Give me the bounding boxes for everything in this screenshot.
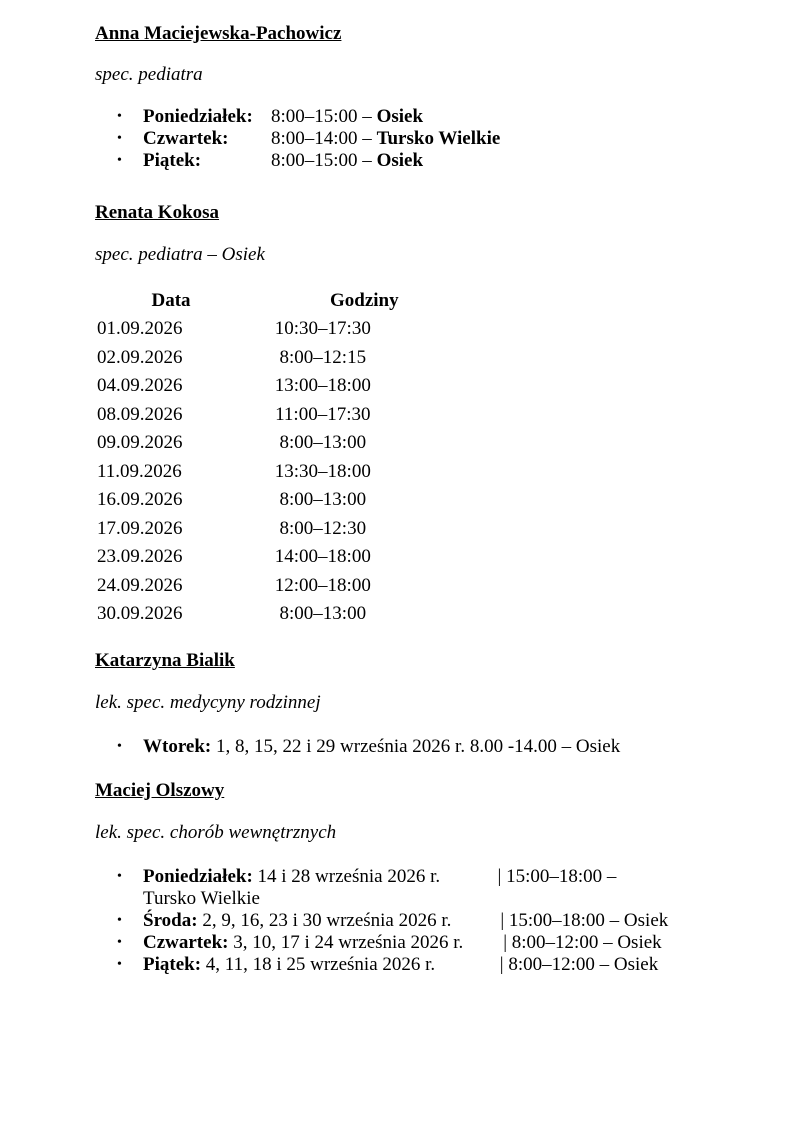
table-row (95, 572, 399, 601)
table-row (95, 486, 399, 515)
table-row (95, 344, 399, 373)
schedule-text: 4, 11, 18 i 25 września 2026 r. (205, 954, 436, 975)
doctor-specialty: lek. spec. chorób wewnętrznych (95, 822, 337, 843)
day-label: Środa: (143, 910, 198, 931)
hours-cell: 13:30–18:00 (274, 460, 371, 482)
date-cell: 11.09.2026 (97, 460, 182, 482)
date-cell: 24.09.2026 (97, 574, 183, 596)
hours-text: | 8:00–12:00 – Osiek (499, 954, 659, 975)
hours-text: 8:00–15:00 – (271, 106, 372, 127)
doctor-specialty: spec. pediatra – Osiek (95, 244, 265, 265)
hours-cell: 8:00–12:30 (279, 517, 367, 539)
list-item (95, 106, 735, 128)
bullet-icon: • (117, 935, 122, 950)
schedule-list (95, 736, 735, 758)
table-header-row (95, 287, 399, 315)
list-item (95, 736, 735, 758)
place-text: Tursko Wielkie (143, 888, 260, 909)
list-item (95, 866, 735, 910)
date-cell: 17.09.2026 (97, 517, 183, 539)
hours-text: | 8:00–12:00 – Osiek (503, 932, 662, 953)
day-label: Wtorek: (143, 736, 212, 757)
bullet-icon: • (117, 957, 122, 972)
day-label: Poniedziałek: (143, 106, 253, 127)
hours-text: | 15:00–18:00 – (497, 866, 617, 887)
hours-text: 8:00–14:00 – (271, 128, 372, 149)
date-cell: 02.09.2026 (97, 346, 183, 368)
table-row (95, 429, 399, 458)
hours-cell: 8:00–13:00 (279, 489, 367, 510)
column-header-hours: Godziny (330, 290, 399, 311)
hours-cell: 14:00–18:00 (274, 546, 371, 567)
date-cell: 09.09.2026 (97, 432, 183, 453)
day-label: Piątek: (143, 954, 202, 975)
place-text: Osiek (376, 150, 424, 171)
table-row (95, 600, 399, 629)
day-label: Poniedziałek: (143, 866, 253, 887)
hours-cell: 8:00–13:00 (279, 432, 367, 453)
bullet-icon: • (117, 869, 122, 884)
hours-cell: 8:00–12:15 (279, 346, 367, 368)
hours-text: | 15:00–18:00 – Osiek (500, 910, 669, 931)
doctor-specialty: spec. pediatra (95, 64, 203, 85)
bullet-icon: • (117, 739, 122, 754)
doctor-name: Renata Kokosa (95, 202, 220, 223)
list-item (95, 910, 735, 932)
list-item (95, 954, 735, 976)
list-item (95, 128, 735, 150)
schedule-text: 14 i 28 września 2026 r. (257, 866, 441, 887)
hours-text: 8:00–15:00 – (271, 150, 372, 171)
table-row (95, 543, 399, 572)
place-text: Osiek (376, 106, 424, 127)
table-row (95, 315, 399, 344)
hours-cell: 11:00–17:30 (275, 403, 371, 425)
table-row (95, 458, 399, 487)
schedule-list (95, 866, 735, 976)
date-cell: 16.09.2026 (97, 489, 183, 510)
doctor-name: Katarzyna Bialik (95, 650, 235, 671)
dates-table (95, 287, 399, 629)
hours-cell: 12:00–18:00 (274, 574, 371, 596)
doctor-name: Maciej Olszowy (95, 780, 225, 801)
day-label: Czwartek: (143, 128, 229, 149)
date-cell: 30.09.2026 (97, 603, 183, 624)
schedule-text: 1, 8, 15, 22 i 29 września 2026 r. 8.00 -14.00 – Osiek (216, 736, 621, 757)
bullet-icon: • (117, 131, 122, 146)
doctor-name: Anna Maciejewska-Pachowicz (95, 23, 342, 44)
schedule-text: 2, 9, 16, 23 i 30 września 2026 r. (202, 910, 452, 931)
bullet-icon: • (117, 913, 122, 928)
hours-cell: 13:00–18:00 (274, 375, 371, 396)
schedule-list (95, 106, 735, 172)
date-cell: 04.09.2026 (97, 375, 183, 396)
table-row (95, 515, 399, 544)
bullet-icon: • (117, 153, 122, 168)
table-row (95, 372, 399, 401)
bullet-icon: • (117, 109, 122, 124)
hours-cell: 8:00–13:00 (279, 603, 367, 624)
table-row (95, 401, 399, 430)
day-label: Piątek: (143, 150, 202, 171)
column-header-date: Data (151, 290, 191, 311)
date-cell: 23.09.2026 (97, 546, 183, 567)
date-cell: 01.09.2026 (97, 318, 183, 339)
list-item (95, 150, 735, 172)
place-text: Tursko Wielkie (376, 128, 501, 149)
date-cell: 08.09.2026 (97, 403, 183, 425)
schedule-text: 3, 10, 17 i 24 września 2026 r. (233, 932, 464, 953)
doctor-specialty: lek. spec. medycyny rodzinnej (95, 692, 321, 713)
day-label: Czwartek: (143, 932, 229, 953)
hours-cell: 10:30–17:30 (274, 318, 371, 339)
list-item (95, 932, 735, 954)
